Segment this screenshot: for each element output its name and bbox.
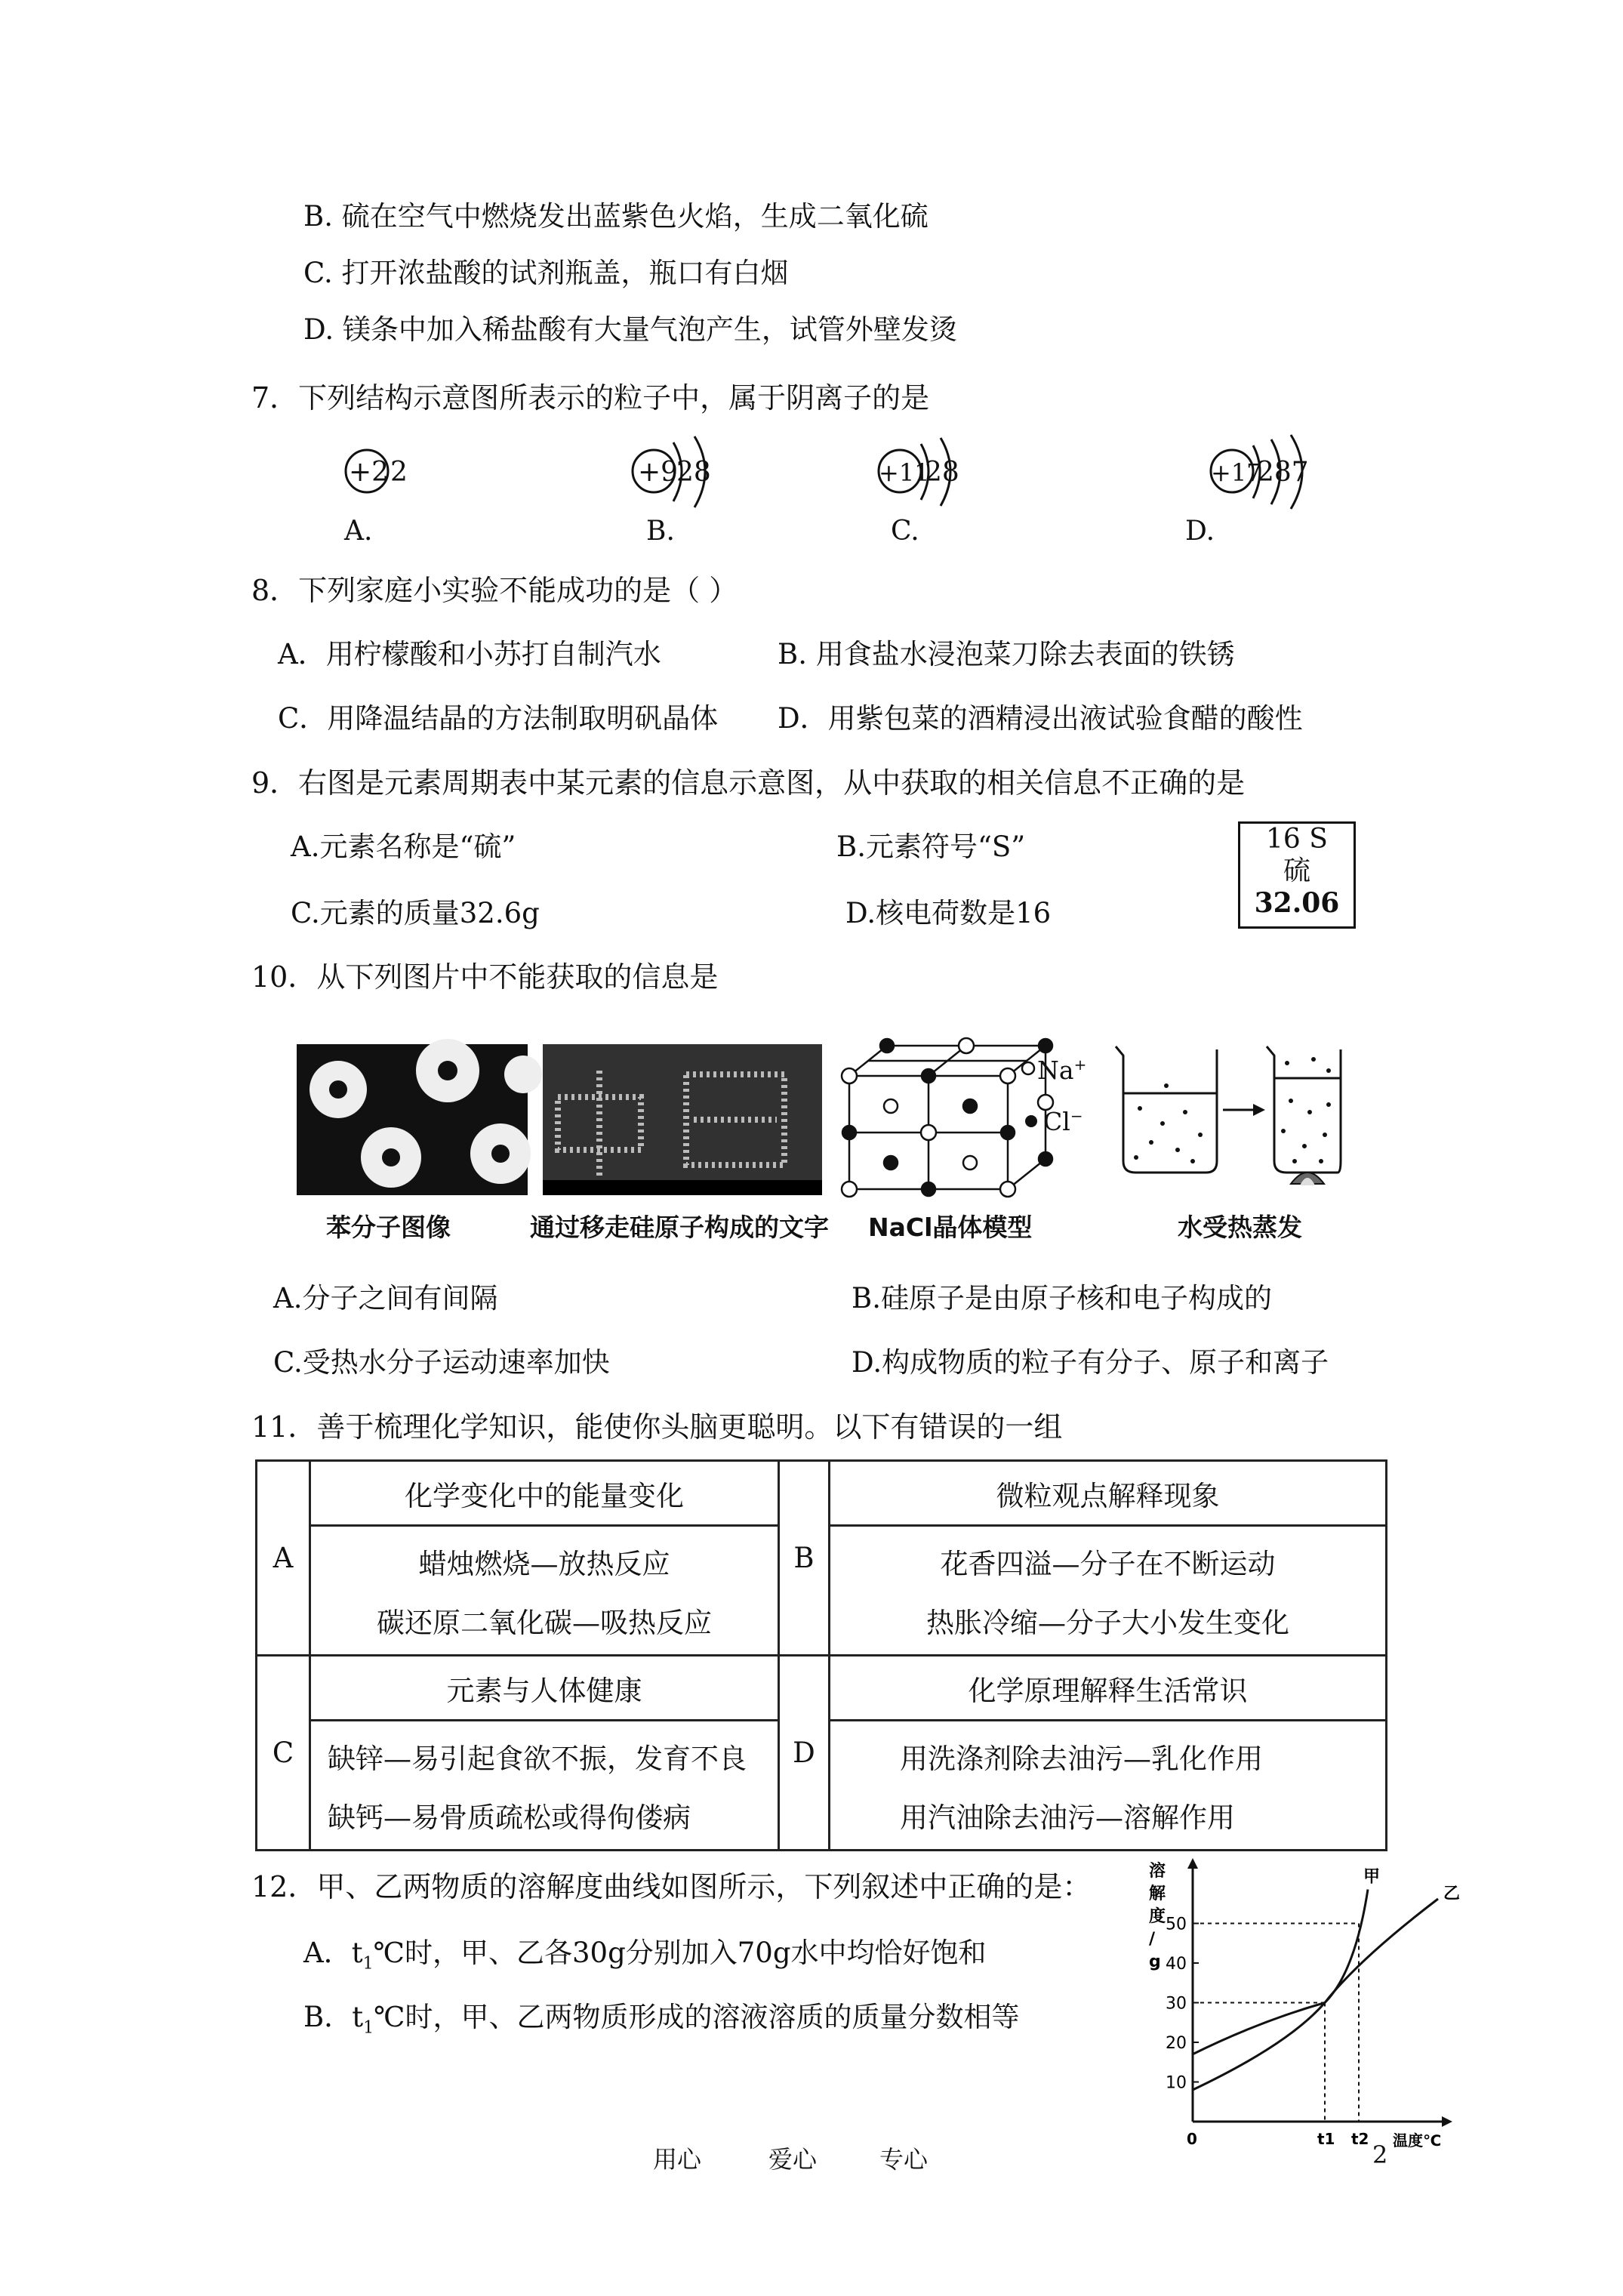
y-axis-arrow-icon (1187, 1858, 1198, 1869)
cell-a-content: 蜡烛燃烧—放热反应 碳还原二氧化碳—吸热反应 (310, 1526, 779, 1656)
atom-a-label: A. (344, 516, 373, 547)
atom-b-nucleus: +9 (638, 457, 679, 488)
atom-a-shells: 2 (390, 457, 408, 488)
element-name: 硫 (1283, 855, 1310, 886)
q8-option-d: D．用紫包菜的酒精浸出液试验食醋的酸性 (778, 702, 1303, 735)
cell-d-content: 用洗涤剂除去油污—乳化作用 用汽油除去油污—溶解作用 (830, 1721, 1387, 1851)
atom-d-label: D. (1185, 516, 1215, 547)
na-legend-circle-icon (1021, 1061, 1036, 1079)
q10-option-b: B.硅原子是由原子核和电子构成的 (852, 1282, 1272, 1314)
water-evaporation-image (1110, 1040, 1344, 1203)
na-legend-label: Na+ (1037, 1056, 1087, 1085)
cell-c-content: 缺锌—易引起食欲不振，发育不良 缺钙—易骨质疏松或得佝偻病 (310, 1721, 779, 1851)
atom-b-label: B. (646, 516, 675, 547)
cell-c-title: 元素与人体健康 (310, 1656, 779, 1721)
x-tick-label: t1 (1317, 2130, 1335, 2148)
table-letter-d: D (779, 1656, 830, 1851)
x-tick-label: 0 (1187, 2130, 1197, 2148)
silicon-atom-text-image (543, 1044, 822, 1195)
cell-b-content: 花香四溢—分子在不断运动 热胀冷缩—分子大小发生变化 (830, 1526, 1387, 1656)
q12-option-a: A．$t_1℃$时，甲、乙各30g分别加入70g水中均恰好饱和 (303, 1937, 987, 1974)
y-tick-label: 10 (1166, 2073, 1187, 2093)
y-axis-label-char: / (1149, 1930, 1156, 1949)
table-letter-a: A (257, 1461, 310, 1656)
table-letter-c: C (257, 1656, 310, 1851)
footer-left: 用心 (653, 2145, 702, 2174)
q9-option-d: D.核电荷数是16 (845, 897, 1052, 929)
atom-structure-diagrams (332, 438, 1359, 551)
element-number-symbol: 16 S (1266, 824, 1328, 855)
y-axis-label-char: 度 (1149, 1907, 1166, 1926)
y-axis-label-char: g (1149, 1952, 1161, 1971)
q8-stem: 8．下列家庭小实验不能成功的是（ ） (251, 574, 738, 607)
cell-a-title: 化学变化中的能量变化 (310, 1461, 779, 1526)
cell-b-title: 微粒观点解释现象 (830, 1461, 1387, 1526)
atom-c-shells: 28 (925, 457, 959, 488)
atom-d-shells: 287 (1257, 457, 1309, 488)
q8-option-b: B. 用食盐水浸泡菜刀除去表面的铁锈 (778, 638, 1235, 670)
element-mass: 32.06 (1254, 887, 1340, 919)
x-axis-label: 温度℃ (1393, 2131, 1442, 2150)
atom-c-label: C. (891, 516, 919, 547)
y-tick-label: 30 (1166, 1994, 1187, 2014)
knowledge-table (255, 1459, 1387, 1851)
caption-nacl: NaCl晶体模型 (868, 1213, 1033, 1242)
y-axis-label-char: 溶 (1149, 1862, 1166, 1881)
cl-legend-dot-icon (1024, 1114, 1039, 1132)
y-tick-label: 40 (1166, 1955, 1187, 1974)
q10-option-d: D.构成物质的粒子有分子、原子和离子 (852, 1346, 1329, 1379)
benzene-molecule-image (297, 1044, 528, 1195)
footer-right: 专心 (879, 2145, 929, 2174)
q9-option-c: C.元素的质量32.6g (291, 897, 540, 929)
q6-option-c: C. 打开浓盐酸的试剂瓶盖，瓶口有白烟 (303, 257, 789, 289)
atom-d-nucleus: +17 (1211, 458, 1262, 487)
y-axis-label-char: 解 (1149, 1885, 1166, 1903)
series-label-jia: 甲 (1363, 1867, 1381, 1887)
table-letter-b: B (779, 1461, 830, 1656)
q12-option-b: B．$t_1℃$时，甲、乙两物质形成的溶液溶质的质量分数相等 (303, 2001, 1020, 2038)
q10-stem: 10．从下列图片中不能获取的信息是 (251, 960, 719, 994)
q8-option-c: C．用降温结晶的方法制取明矾晶体 (278, 702, 719, 735)
q7-stem: 7．下列结构示意图所表示的粒子中，属于阴离子的是 (251, 381, 930, 415)
x-axis-arrow-icon (1442, 2116, 1452, 2127)
q6-option-d: D. 镁条中加入稀盐酸有大量气泡产生，试管外壁发烫 (303, 313, 957, 346)
solubility-chart (1132, 1854, 1461, 2150)
cell-d-title: 化学原理解释生活常识 (830, 1656, 1387, 1721)
atom-b-shells: 28 (676, 457, 711, 488)
caption-silicon: 通过移走硅原子构成的文字 (530, 1213, 829, 1242)
q8-option-a: A．用柠檬酸和小苏打自制汽水 (278, 638, 661, 670)
footer-mid: 爱心 (768, 2145, 818, 2174)
q6-option-b: B. 硫在空气中燃烧发出蓝紫色火焰，生成二氧化硫 (303, 200, 929, 233)
atom-a-nucleus: +2 (349, 457, 390, 488)
element-info-box (1238, 821, 1356, 929)
caption-benzene: 苯分子图像 (326, 1213, 451, 1242)
caption-evaporation: 水受热蒸发 (1178, 1213, 1302, 1242)
y-tick-label: 50 (1166, 1915, 1187, 1934)
q10-option-a: A.分子之间有间隔 (273, 1282, 498, 1314)
series-line-jia (1193, 1890, 1368, 2091)
series-label-yi: 乙 (1443, 1885, 1461, 1903)
series-line-yi (1193, 1899, 1438, 2054)
q11-stem: 11．善于梳理化学知识，能使你头脑更聪明。以下有错误的一组 (251, 1410, 1063, 1444)
atom-c-nucleus: +11 (879, 458, 930, 487)
page-number: 2 (1372, 2140, 1388, 2169)
q9-stem: 9．右图是元素周期表中某元素的信息示意图，从中获取的相关信息不正确的是 (251, 766, 1246, 800)
q9-option-a: A.元素名称是“硫” (291, 831, 516, 863)
q12-stem: 12．甲、乙两物质的溶解度曲线如图所示，下列叙述中正确的是： (251, 1870, 1092, 1903)
x-tick-label: t2 (1351, 2130, 1369, 2148)
y-tick-label: 20 (1166, 2034, 1187, 2053)
cl-legend-label: Cl− (1043, 1107, 1083, 1136)
q9-option-b: B.元素符号“S” (836, 831, 1026, 863)
q10-option-c: C.受热水分子运动速率加快 (273, 1346, 610, 1379)
